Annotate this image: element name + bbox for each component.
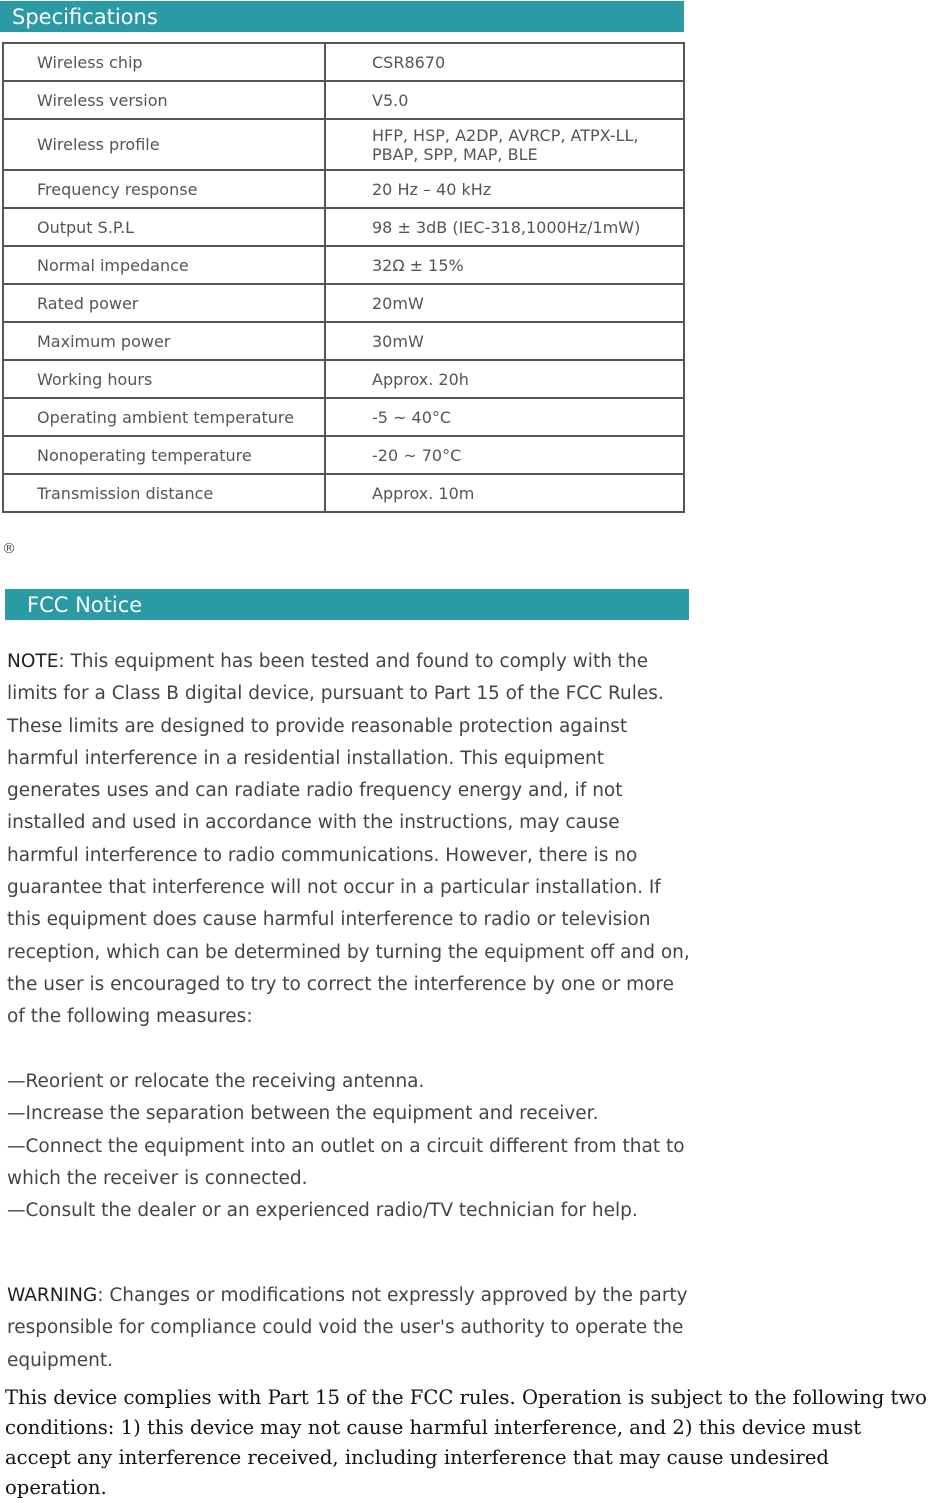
spec-value: 30mW: [325, 322, 684, 360]
spec-label: Rated power: [3, 284, 325, 322]
table-row: [3, 119, 684, 170]
spec-value: -20 ~ 70°C: [325, 436, 684, 474]
list-item: —Reorient or relocate the receiving antenna.: [7, 1071, 425, 1092]
specifications-table: [2, 42, 685, 513]
spec-value: 98 ± 3dB (IEC-318,1000Hz/1mW): [325, 208, 684, 246]
spec-value: Approx. 10m: [325, 474, 684, 512]
spec-label: Output S.P.L: [3, 208, 325, 246]
spec-label: Wireless chip: [3, 43, 325, 81]
spec-label: Operating ambient temperature: [3, 398, 325, 436]
table-row: [3, 246, 684, 284]
table-row: [3, 398, 684, 436]
table-row: [3, 436, 684, 474]
spec-value: V5.0: [325, 81, 684, 119]
spec-label: Frequency response: [3, 170, 325, 208]
table-row: [3, 208, 684, 246]
table-row: [3, 360, 684, 398]
spec-value: 32Ω ± 15%: [325, 246, 684, 284]
note-text: : This equipment has been tested and found to comply with the limits for a Class B digital device, pursuant to Part 15 of the FCC Rules. These limits are designed to provide reasonable protection against harmful interference in a residential installation. This equipment generates uses and can radiate radio frequency energy and, if not installed and used in accordance with the instructions, may cause harmful interference to radio communications. However, there is no guarantee that interference will not occur in a particular installation. If this equipment does cause harmful interference to radio or television reception, which can be determined by turning the equipment off and on, the user is encouraged to try to correct the interference by one or more of the following measures:: [7, 651, 690, 1028]
compliance-statement: This device complies with Part 15 of the FCC rules. Operation is subject to the following two conditions: 1) this device may not cause harmful interference, and 2) this device must accept any interference received, including interference that may cause undesired operation.: [5, 1386, 927, 1499]
spec-label: Wireless version: [3, 81, 325, 119]
list-item: —Connect the equipment into an outlet on a circuit different from that to which the receiver is connected.: [7, 1135, 685, 1189]
list-item: —Increase the separation between the equipment and receiver.: [7, 1103, 599, 1125]
fcc-warning-paragraph: [7, 1280, 697, 1377]
spec-value: -5 ~ 40°C: [325, 398, 684, 436]
spec-label: Wireless profile: [3, 119, 325, 170]
fcc-measures-list: [7, 1066, 697, 1227]
spec-value: 20mW: [325, 284, 684, 322]
spec-label: Maximum power: [3, 322, 325, 360]
table-row: [3, 170, 684, 208]
list-item: —Consult the dealer or an experienced radio/TV technician for help.: [7, 1200, 638, 1222]
spec-label: Transmission distance: [3, 474, 325, 512]
spec-value: HFP, HSP, A2DP, AVRCP, ATPX-LL, PBAP, SPP, MAP, BLE: [325, 119, 684, 170]
warning-label: WARNING: [7, 1285, 98, 1306]
table-row: [3, 43, 684, 81]
note-label: NOTE: [7, 651, 59, 672]
spec-label: Working hours: [3, 360, 325, 398]
warning-text: : Changes or modifications not expressly approved by the party responsible for compliance could void the user's authority to operate the equipment.: [7, 1285, 688, 1371]
spec-label: Normal impedance: [3, 246, 325, 284]
spec-value: CSR8670: [325, 43, 684, 81]
registered-mark: ®: [2, 541, 16, 557]
table-row: [3, 474, 684, 512]
fcc-notice-title: FCC Notice: [27, 592, 143, 617]
table-row: [3, 81, 684, 119]
spec-value: 20 Hz – 40 kHz: [325, 170, 684, 208]
spec-value: Approx. 20h: [325, 360, 684, 398]
specifications-title: Specifications: [12, 4, 158, 29]
fcc-note-paragraph: [7, 646, 697, 1034]
fcc-notice-header: [5, 589, 689, 620]
table-row: [3, 322, 684, 360]
specifications-header: [0, 1, 684, 32]
table-row: [3, 284, 684, 322]
spec-label: Nonoperating temperature: [3, 436, 325, 474]
